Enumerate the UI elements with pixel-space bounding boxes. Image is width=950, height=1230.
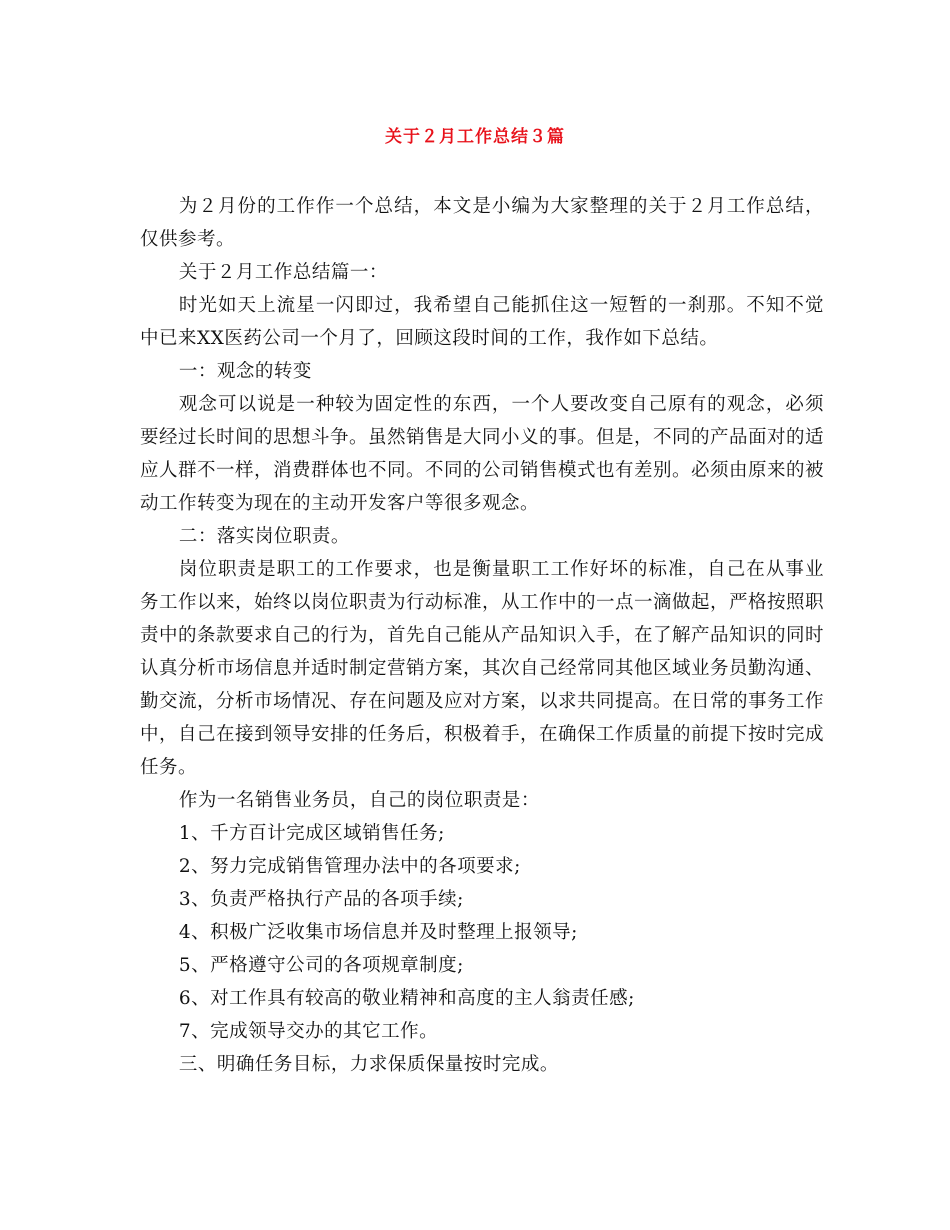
list-item: 7、完成领导交办的其它工作。 <box>178 1021 439 1042</box>
paragraph-heading-1: 一：观念的转变 <box>178 361 312 382</box>
paragraph: 岗位职责是职工的工作要求，也是衡量职工工作好坏的标准，自己在从事业务工作以来，始终以岗位职责为行动标准，从工作中的一点一滴做起，严格按照职责中的条款要求自己的行为，首先自己能从产品知识入手，在了解产品知识的同时认真分析市场信息并适时制定营销方案，其次自己经常同其他区域业务员勤沟通、勤交流，分析市场情况、存在问题及应对方案，以求共同提高。在日常的事务工作中，自己在接到领导安排的任务后，积极着手，在确保工作质量的前提下按时完成任务。 <box>140 559 825 778</box>
list-item: 4、积极广泛收集市场信息并及时整理上报领导; <box>178 922 578 943</box>
document-body <box>140 190 824 1081</box>
paragraph-section-heading: 关于２月工作总结篇一： <box>178 262 388 283</box>
list-item: 5、严格遵守公司的各项规章制度; <box>178 955 464 976</box>
list-item: 6、对工作具有较高的敬业精神和高度的主人翁责任感; <box>178 988 635 1009</box>
paragraph: 作为一名销售业务员，自己的岗位职责是： <box>178 790 540 811</box>
list-item: 1、千方百计完成区域销售任务; <box>178 823 445 844</box>
paragraph-heading-2: 二：落实岗位职责。 <box>178 526 350 547</box>
paragraph-intro: 为２月份的工作作一个总结，本文是小编为大家整理的关于２月工作总结，仅供参考。 <box>140 196 824 250</box>
list-item: 2、努力完成销售管理办法中的各项要求; <box>178 856 521 877</box>
paragraph: 观念可以说是一种较为固定性的东西，一个人要改变自己原有的观念，必须要经过长时间的思想斗争。虽然销售是大同小义的事。但是，不同的产品面对的适应人群不一样，消费群体也不同。不同的公司销售模式也有差别。必须由原来的被动工作转变为现在的主动开发客户等很多观念。 <box>140 394 825 514</box>
paragraph: 时光如天上流星一闪即过，我希望自己能抓住这一短暂的一刹那。不知不觉中已来XX医药公司一个月了，回顾这段时间的工作，我作如下总结。 <box>140 295 824 349</box>
list-item: 3、负责严格执行产品的各项手续; <box>178 889 464 910</box>
document-title: 关于２月工作总结３篇 <box>385 127 565 147</box>
paragraph-heading-3: 三、明确任务目标，力求保质保量按时完成。 <box>178 1054 559 1075</box>
